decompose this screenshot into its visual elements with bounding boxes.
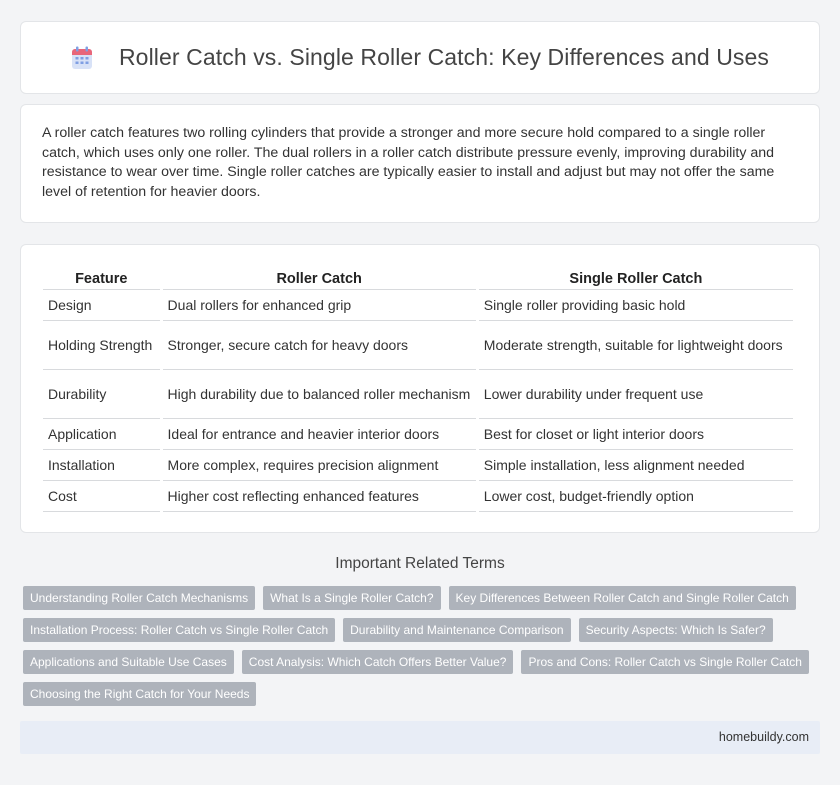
comparison-table-card bbox=[20, 244, 820, 533]
table-cell: Holding Strength bbox=[43, 321, 160, 370]
related-tag[interactable]: Security Aspects: Which Is Safer? bbox=[579, 618, 773, 642]
page-title: Roller Catch vs. Single Roller Catch: Key Differences and Uses bbox=[118, 44, 770, 70]
header-card bbox=[20, 21, 820, 94]
related-tag[interactable]: Understanding Roller Catch Mechanisms bbox=[23, 586, 255, 610]
header-feature: Feature bbox=[43, 264, 160, 290]
table-header-row bbox=[43, 264, 793, 290]
table-cell: Higher cost reflecting enhanced features bbox=[163, 481, 476, 512]
table-cell: Lower durability under frequent use bbox=[479, 370, 793, 419]
related-tag[interactable]: Durability and Maintenance Comparison bbox=[343, 618, 570, 642]
header-roller-catch: Roller Catch bbox=[163, 264, 476, 290]
related-tag[interactable]: What Is a Single Roller Catch? bbox=[263, 586, 440, 610]
table-cell: Single roller providing basic hold bbox=[479, 290, 793, 321]
table-cell: Lower cost, budget-friendly option bbox=[479, 481, 793, 512]
related-tag[interactable]: Pros and Cons: Roller Catch vs Single Roller Catch bbox=[521, 650, 808, 674]
table-cell: High durability due to balanced roller mechanism bbox=[163, 370, 476, 419]
table-cell: Design bbox=[43, 290, 160, 321]
related-tag[interactable]: Choosing the Right Catch for Your Needs bbox=[23, 682, 256, 706]
table-row bbox=[43, 450, 793, 481]
related-tag[interactable]: Key Differences Between Roller Catch and Single Roller Catch bbox=[449, 586, 796, 610]
related-terms-tags bbox=[23, 586, 823, 714]
title-wrap bbox=[71, 44, 769, 71]
table-row bbox=[43, 370, 793, 419]
table-row bbox=[43, 419, 793, 450]
comparison-table bbox=[40, 264, 796, 512]
footer bbox=[20, 721, 820, 754]
table-cell: Stronger, secure catch for heavy doors bbox=[163, 321, 476, 370]
footer-site[interactable]: homebuildy.com bbox=[718, 730, 809, 744]
table-cell: Application bbox=[43, 419, 160, 450]
table-cell: Ideal for entrance and heavier interior doors bbox=[163, 419, 476, 450]
table-row bbox=[43, 321, 793, 370]
related-tag[interactable]: Applications and Suitable Use Cases bbox=[23, 650, 234, 674]
header-single-roller-catch: Single Roller Catch bbox=[479, 264, 793, 290]
table-cell: More complex, requires precision alignment bbox=[163, 450, 476, 481]
table-cell: Best for closet or light interior doors bbox=[479, 419, 793, 450]
table-row bbox=[43, 290, 793, 321]
related-terms-title: Important Related Terms bbox=[335, 555, 505, 572]
calendar-icon bbox=[71, 46, 93, 70]
intro-paragraph: A roller catch features two rolling cylinders that provide a stronger and more secure hold compared to a single roller catch, which uses only one roller. The dual rollers in a roller catch distribute pressure evenly, improving durability and resistance to wear over time. Single roller catches are typically easier to install and adjust but may not offer the same level of retention for heavier doors. bbox=[42, 125, 775, 200]
table-cell: Simple installation, less alignment needed bbox=[479, 450, 793, 481]
table-row bbox=[43, 481, 793, 512]
table-cell: Cost bbox=[43, 481, 160, 512]
table-cell: Installation bbox=[43, 450, 160, 481]
intro-card bbox=[20, 104, 820, 223]
related-tag[interactable]: Installation Process: Roller Catch vs Single Roller Catch bbox=[23, 618, 335, 642]
related-tag[interactable]: Cost Analysis: Which Catch Offers Better Value? bbox=[242, 650, 514, 674]
table-cell: Durability bbox=[43, 370, 160, 419]
table-cell: Dual rollers for enhanced grip bbox=[163, 290, 476, 321]
table-cell: Moderate strength, suitable for lightweight doors bbox=[479, 321, 793, 370]
